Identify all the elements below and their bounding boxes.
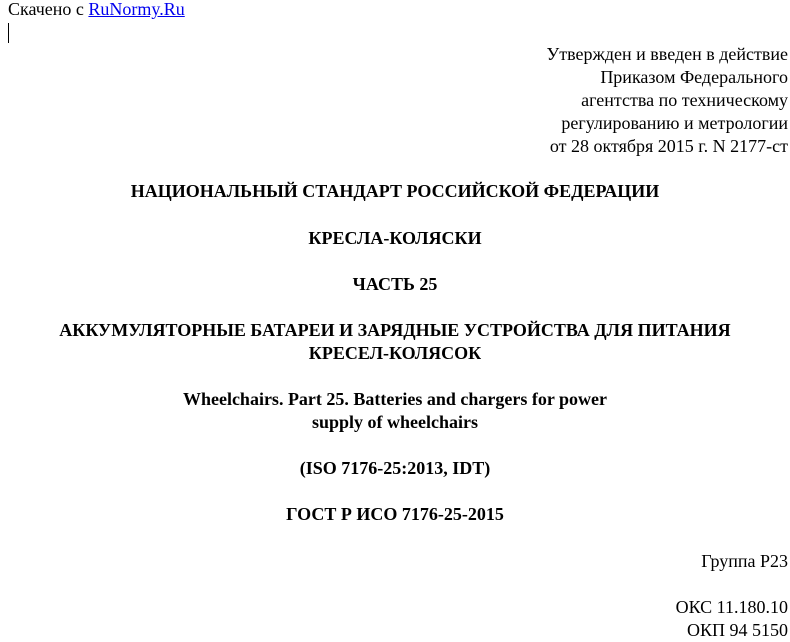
approval-line: от 28 октября 2015 г. N 2177-ст [549, 136, 788, 156]
standard-heading: НАЦИОНАЛЬНЫЙ СТАНДАРТ РОССИЙСКОЙ ФЕДЕРАЦИИ [130, 181, 660, 201]
title-line: АККУМУЛЯТОРНЫЕ БАТАРЕИ И ЗАРЯДНЫЕ УСТРОЙСТВА ДЛЯ ПИТАНИЯ [59, 320, 731, 340]
title-line: КРЕСЕЛ-КОЛЯСОК [308, 343, 482, 363]
approval-line: регулированию и метрологии [561, 113, 788, 133]
source-link[interactable]: RuNormy.Ru [88, 0, 185, 19]
gost-number: ГОСТ Р ИСО 7176-25-2015 [286, 504, 504, 524]
approval-line: агентства по техническому [581, 90, 788, 110]
standard-part: ЧАСТЬ 25 [352, 274, 438, 294]
english-title-line: supply of wheelchairs [311, 412, 479, 432]
standard-title [0, 319, 790, 365]
iso-reference: (ISO 7176-25:2013, IDT) [299, 458, 491, 478]
approval-block [546, 43, 788, 158]
english-title [0, 388, 790, 434]
source-line [8, 0, 185, 21]
standard-subject: КРЕСЛА-КОЛЯСКИ [308, 228, 482, 248]
english-title-line: Wheelchairs. Part 25. Batteries and chargers for power [182, 389, 608, 409]
oks-code: ОКС 11.180.10 [675, 597, 788, 617]
approval-line: Утвержден и введен в действие [546, 44, 788, 64]
okp-code: ОКП 94 5150 [686, 620, 788, 640]
approval-line: Приказом Федерального [600, 67, 788, 87]
group-code: Группа Р23 [701, 551, 788, 571]
source-prefix: Скачено с [8, 0, 89, 19]
text-cursor [8, 23, 9, 43]
